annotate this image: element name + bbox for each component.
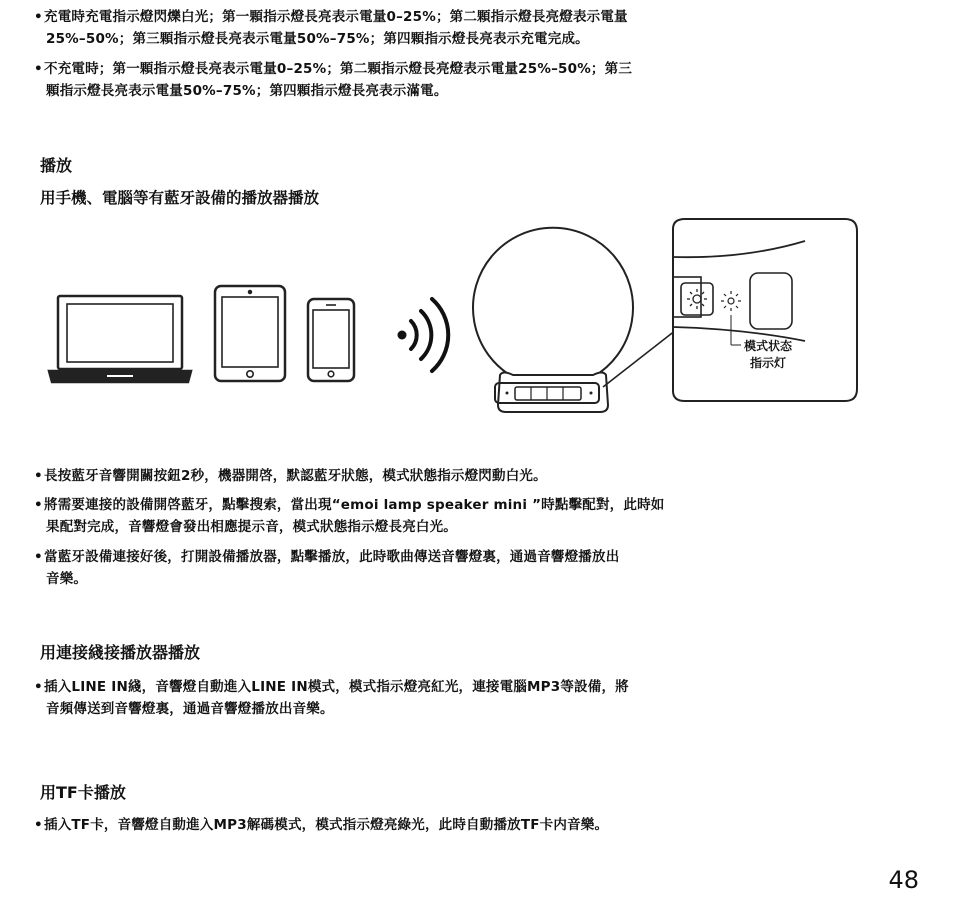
bluetooth-note-2: •將需要連接的設備開啓藍牙，點擊搜索，當出現“emoi lamp speaker mini ”時點擊配對，此時如 果配對完成，音響燈會發出相應提示音，模式狀態指示燈長亮白光。 xyxy=(34,494,904,538)
line-in-note: •插入LINE IN綫，音響燈自動進入LINE IN模式，模式指示燈亮紅光，連接電腦MP3等設備，將 音頻傳送到音響燈裏，通過音響燈播放出音樂。 xyxy=(34,676,904,720)
charging-note-2: •不充電時；第一顆指示燈長亮表示電量0–25%；第二顆指示燈長亮燈表示電量25%–50%；第三 顆指示燈長亮表示電量50%–75%；第四顆指示燈長亮表示滿電。 xyxy=(34,58,904,102)
bluetooth-note-1: •長按藍牙音響開關按鈕2秒，機器開啓，默認藍牙狀態，模式狀態指示燈閃動白光。 xyxy=(34,465,904,487)
lamp-speaker-icon xyxy=(473,228,633,412)
tablet-icon xyxy=(215,286,285,381)
tf-section-title: 用TF卡播放 xyxy=(40,783,126,802)
wireless-signal-icon xyxy=(398,299,449,371)
line-in-section-title: 用連接綫接播放器播放 xyxy=(40,643,201,662)
bullet-dot: • xyxy=(34,61,43,77)
tf-note: •插入TF卡，音響燈自動進入MP3解碼模式，模式指示燈亮綠光，此時自動播放TF卡内音樂。 xyxy=(34,814,904,836)
callout-line-2: 指示灯 xyxy=(750,356,787,370)
play-section-title: 播放 xyxy=(40,156,73,175)
charging-note-1: •充電時充電指示燈閃爍白光；第一顆指示燈長亮表示電量0–25%；第二顆指示燈長亮燈表示電量 25%–50%；第三顆指示燈長亮表示電量50%–75%；第四顆指示燈長亮表示充電完成。 xyxy=(34,6,904,50)
bullet-dot: • xyxy=(34,468,43,484)
bullet-dot: • xyxy=(34,817,43,833)
bullet-dot: • xyxy=(34,9,43,25)
bluetooth-connection-figure xyxy=(45,215,865,425)
bullet-dot: • xyxy=(34,549,43,565)
bluetooth-note-3: •當藍牙設備連接好後，打開設備播放器，點擊播放，此時歌曲傳送音響燈裏，通過音響燈播放出 音樂。 xyxy=(34,546,904,590)
play-section-subtitle: 用手機、電腦等有藍牙設備的播放器播放 xyxy=(40,189,320,207)
laptop-icon xyxy=(49,296,191,382)
page-number: 48 xyxy=(888,866,919,894)
bullet-dot: • xyxy=(34,497,43,513)
mode-indicator-callout xyxy=(744,338,792,372)
callout-line-1: 模式状态 xyxy=(744,339,793,353)
bullet-dot: • xyxy=(34,679,43,695)
magnified-detail-box xyxy=(673,219,857,401)
phone-icon xyxy=(308,299,354,381)
